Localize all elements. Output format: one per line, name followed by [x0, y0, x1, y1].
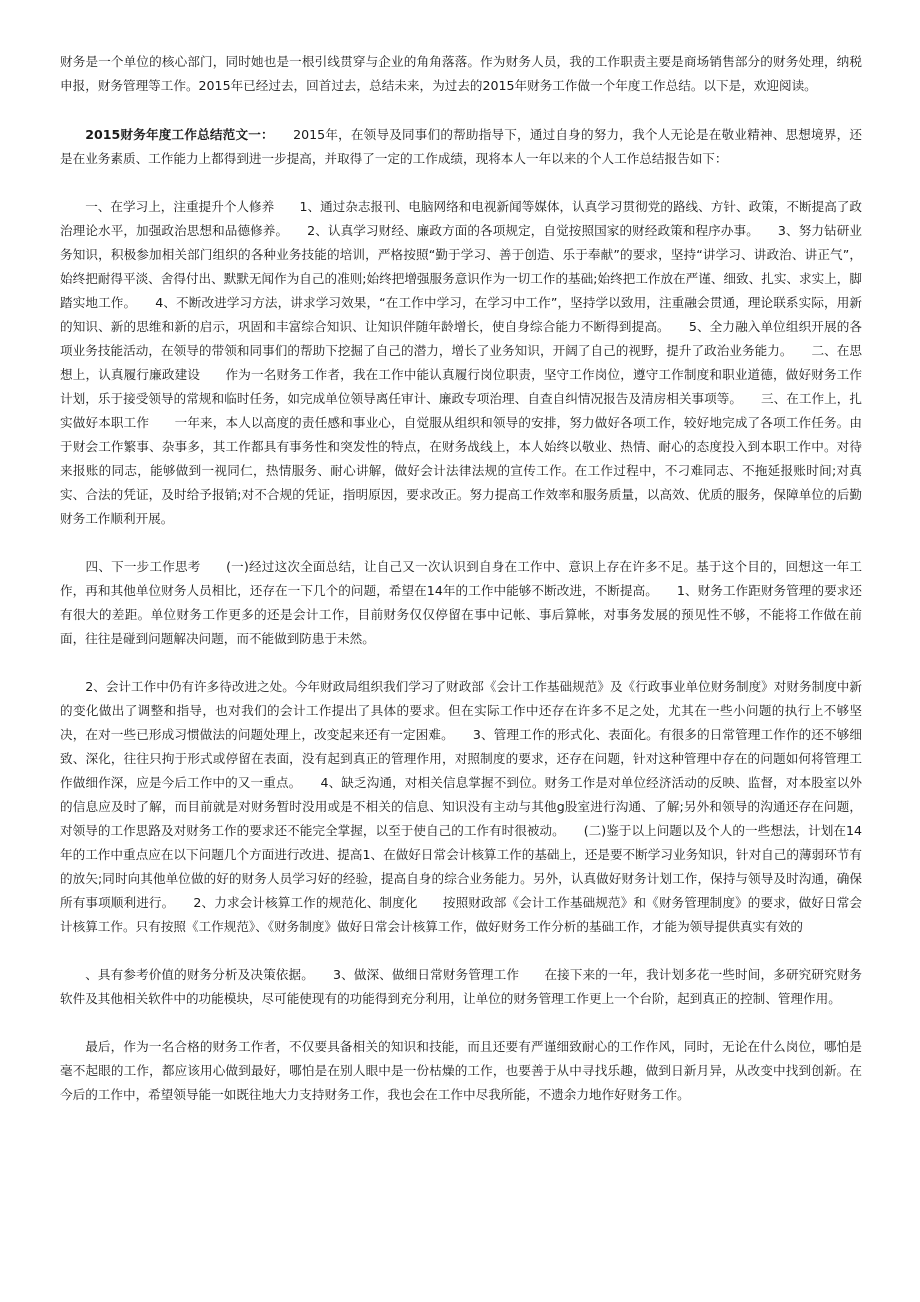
section-intro-text: 2015年，在领导及同事们的帮助指导下，通过自身的努力，我个人无论是在敬业精神、思想境界，还是在业务素质、工作能力上都得到进一步提高，并取得了一定的工作成绩，现将本人一年以来的个人工作总结报告如下：	[60, 127, 862, 166]
body-paragraph-3: 2、会计工作中仍有许多待改进之处。今年财政局组织我们学习了财政部《会计工作基础规范》及《行政事业单位财务制度》对财务制度中新的变化做出了调整和指导，也对我们的会计工作提出了具体的要求。但在实际工作中还存在许多不足之处，尤其在一些小问题的执行上不够坚决，在对一些已形成习惯做法的问题处理上，改变起来还有一定困难。 3、管理工作的形式化、表面化。有很多的日常管理工作作的还不够细致、深化，往往只拘于形式或停留在表面，没有起到真正的管理作用，对照制度的要求，还存在问题，针对这种管理中存在的问题如何将管理工作做细作深，应是今后工作中的又一重点。 4、缺乏沟通，对相关信息掌握不到位。财务工作是对单位经济活动的反映、监督，对本股室以外的信息应及时了解，而目前就是对财务暂时没用或是不相关的信息、知识没有主动与其他g股室进行沟通、了解;另外和领导的沟通还存在问题，对领导的工作思路及对财务工作的要求还不能完全掌握，以至于使自己的工作有时很被动。 (二)鉴于以上问题以及个人的一些想法，计划在14年的工作中重点应在以下问题几个方面进行改进、提高1、在做好日常会计核算工作的基础上，还是要不断学习业务知识，针对自己的薄弱环节有的放矢;同时向其他单位做的好的财务人员学习好的经验，提高自身的综合业务能力。另外，认真做好财务计划工作，保持与领导及时沟通，确保所有事项顺利进行。 2、力求会计核算工作的规范化、制度化 按照财政部《会计工作基础规范》和《财务管理制度》的要求，做好日常会计核算工作。只有按照《工作规范》、《财务制度》做好日常会计核算工作，做好财务工作分析的基础工作，才能为领导提供真实有效的	[60, 679, 862, 934]
section-paragraph	[60, 123, 862, 171]
body-paragraph-4: 、具有参考价值的财务分析及决策依据。 3、做深、做细日常财务管理工作 在接下来的一年，我计划多花一些时间，多研究研究财务软件及其他相关软件中的功能模块，尽可能使现有的功能得到充分利用，让单位的财务管理工作更上一个台阶，起到真正的控制、管理作用。	[60, 967, 862, 1006]
body-paragraph-2: 四、下一步工作思考 (一)经过这次全面总结，让自己又一次认识到自身在工作中、意识上存在许多不足。基于这个目的，回想这一年工作，再和其他单位财务人员相比，还存在一下几个的问题，希望在14年的工作中能够不断改进，不断提高。 1、财务工作距财务管理的要求还有很大的差距。单位财务工作更多的还是会计工作，目前财务仅仅停留在事中记帐、事后算帐，对事务发展的预见性不够，不能将工作做在前面，往往是碰到问题解决问题，而不能做到防患于未然。	[60, 559, 862, 646]
body-paragraph-1: 一、在学习上，注重提升个人修养 1、通过杂志报刊、电脑网络和电视新闻等媒体，认真学习贯彻党的路线、方针、政策，不断提高了政治理论水平，加强政治思想和品德修养。 2、认真学习财经、廉政方面的各项规定，自觉按照国家的财经政策和程序办事。 3、努力钻研业务知识，积极参加相关部门组织的各种业务技能的培训，严格按照“勤于学习、善于创造、乐于奉献”的要求，坚持“讲学习、讲政治、讲正气”，始终把耐得平淡、舍得付出、默默无闻作为自己的准则;始终把增强服务意识作为一切工作的基础;始终把工作放在严谨、细致、扎实、求实上，脚踏实地工作。 4、不断改进学习方法，讲求学习效果，“在工作中学习，在学习中工作”，坚持学以致用，注重融会贯通，理论联系实际，用新的知识、新的思维和新的启示，巩固和丰富综合知识、让知识伴随年龄增长，使自身综合能力不断得到提高。 5、全力融入单位组织开展的各项业务技能活动，在领导的带领和同事们的帮助下挖掘了自己的潜力，增长了业务知识，开阔了自己的视野，提升了政治业务能力。 二、在思想上，认真履行廉政建设 作为一名财务工作者，我在工作中能认真履行岗位职责，坚守工作岗位，遵守工作制度和职业道德，做好财务工作计划，乐于接受领导的常规和临时任务，如完成单位领导离任审计、廉政专项治理、自查自纠情况报告及清房相关事项等。 三、在工作上，扎实做好本职工作 一年来，本人以高度的责任感和事业心，自觉服从组织和领导的安排，努力做好各项工作，较好地完成了各项工作任务。由于财会工作繁事、杂事多，其工作都具有事务性和突发性的特点，在财务战线上，本人始终以敬业、热情、耐心的态度投入到本职工作中。对待来报账的同志，能够做到一视同仁，热情服务、耐心讲解，做好会计法律法规的宣传工作。在工作过程中，不刁难同志、不拖延报账时间;对真实、合法的凭证，及时给予报销;对不合规的凭证，指明原因，要求改正。努力提高工作效率和服务质量，以高效、优质的服务，保障单位的后勤财务工作顺利开展。	[60, 199, 862, 526]
closing-paragraph: 最后，作为一名合格的财务工作者，不仅要具备相关的知识和技能，而且还要有严谨细致耐心的工作作风，同时，无论在什么岗位，哪怕是毫不起眼的工作，都应该用心做到最好，哪怕是在别人眼中是一份枯燥的工作，也要善于从中寻找乐趣，做到日新月异，从改变中找到创新。在今后的工作中，希望领导能一如既往地大力支持财务工作，我也会在工作中尽我所能，不遗余力地作好财务工作。	[60, 1039, 862, 1102]
intro-paragraph: 财务是一个单位的核心部门，同时她也是一根引线贯穿与企业的角角落落。作为财务人员，我的工作职责主要是商场销售部分的财务处理，纳税申报，财务管理等工作。2015年已经过去，回首过去，总结未来，为过去的2015年财务工作做一个年度工作总结。以下是，欢迎阅读。	[60, 54, 862, 93]
section-title: 2015财务年度工作总结范文一：	[85, 127, 268, 142]
